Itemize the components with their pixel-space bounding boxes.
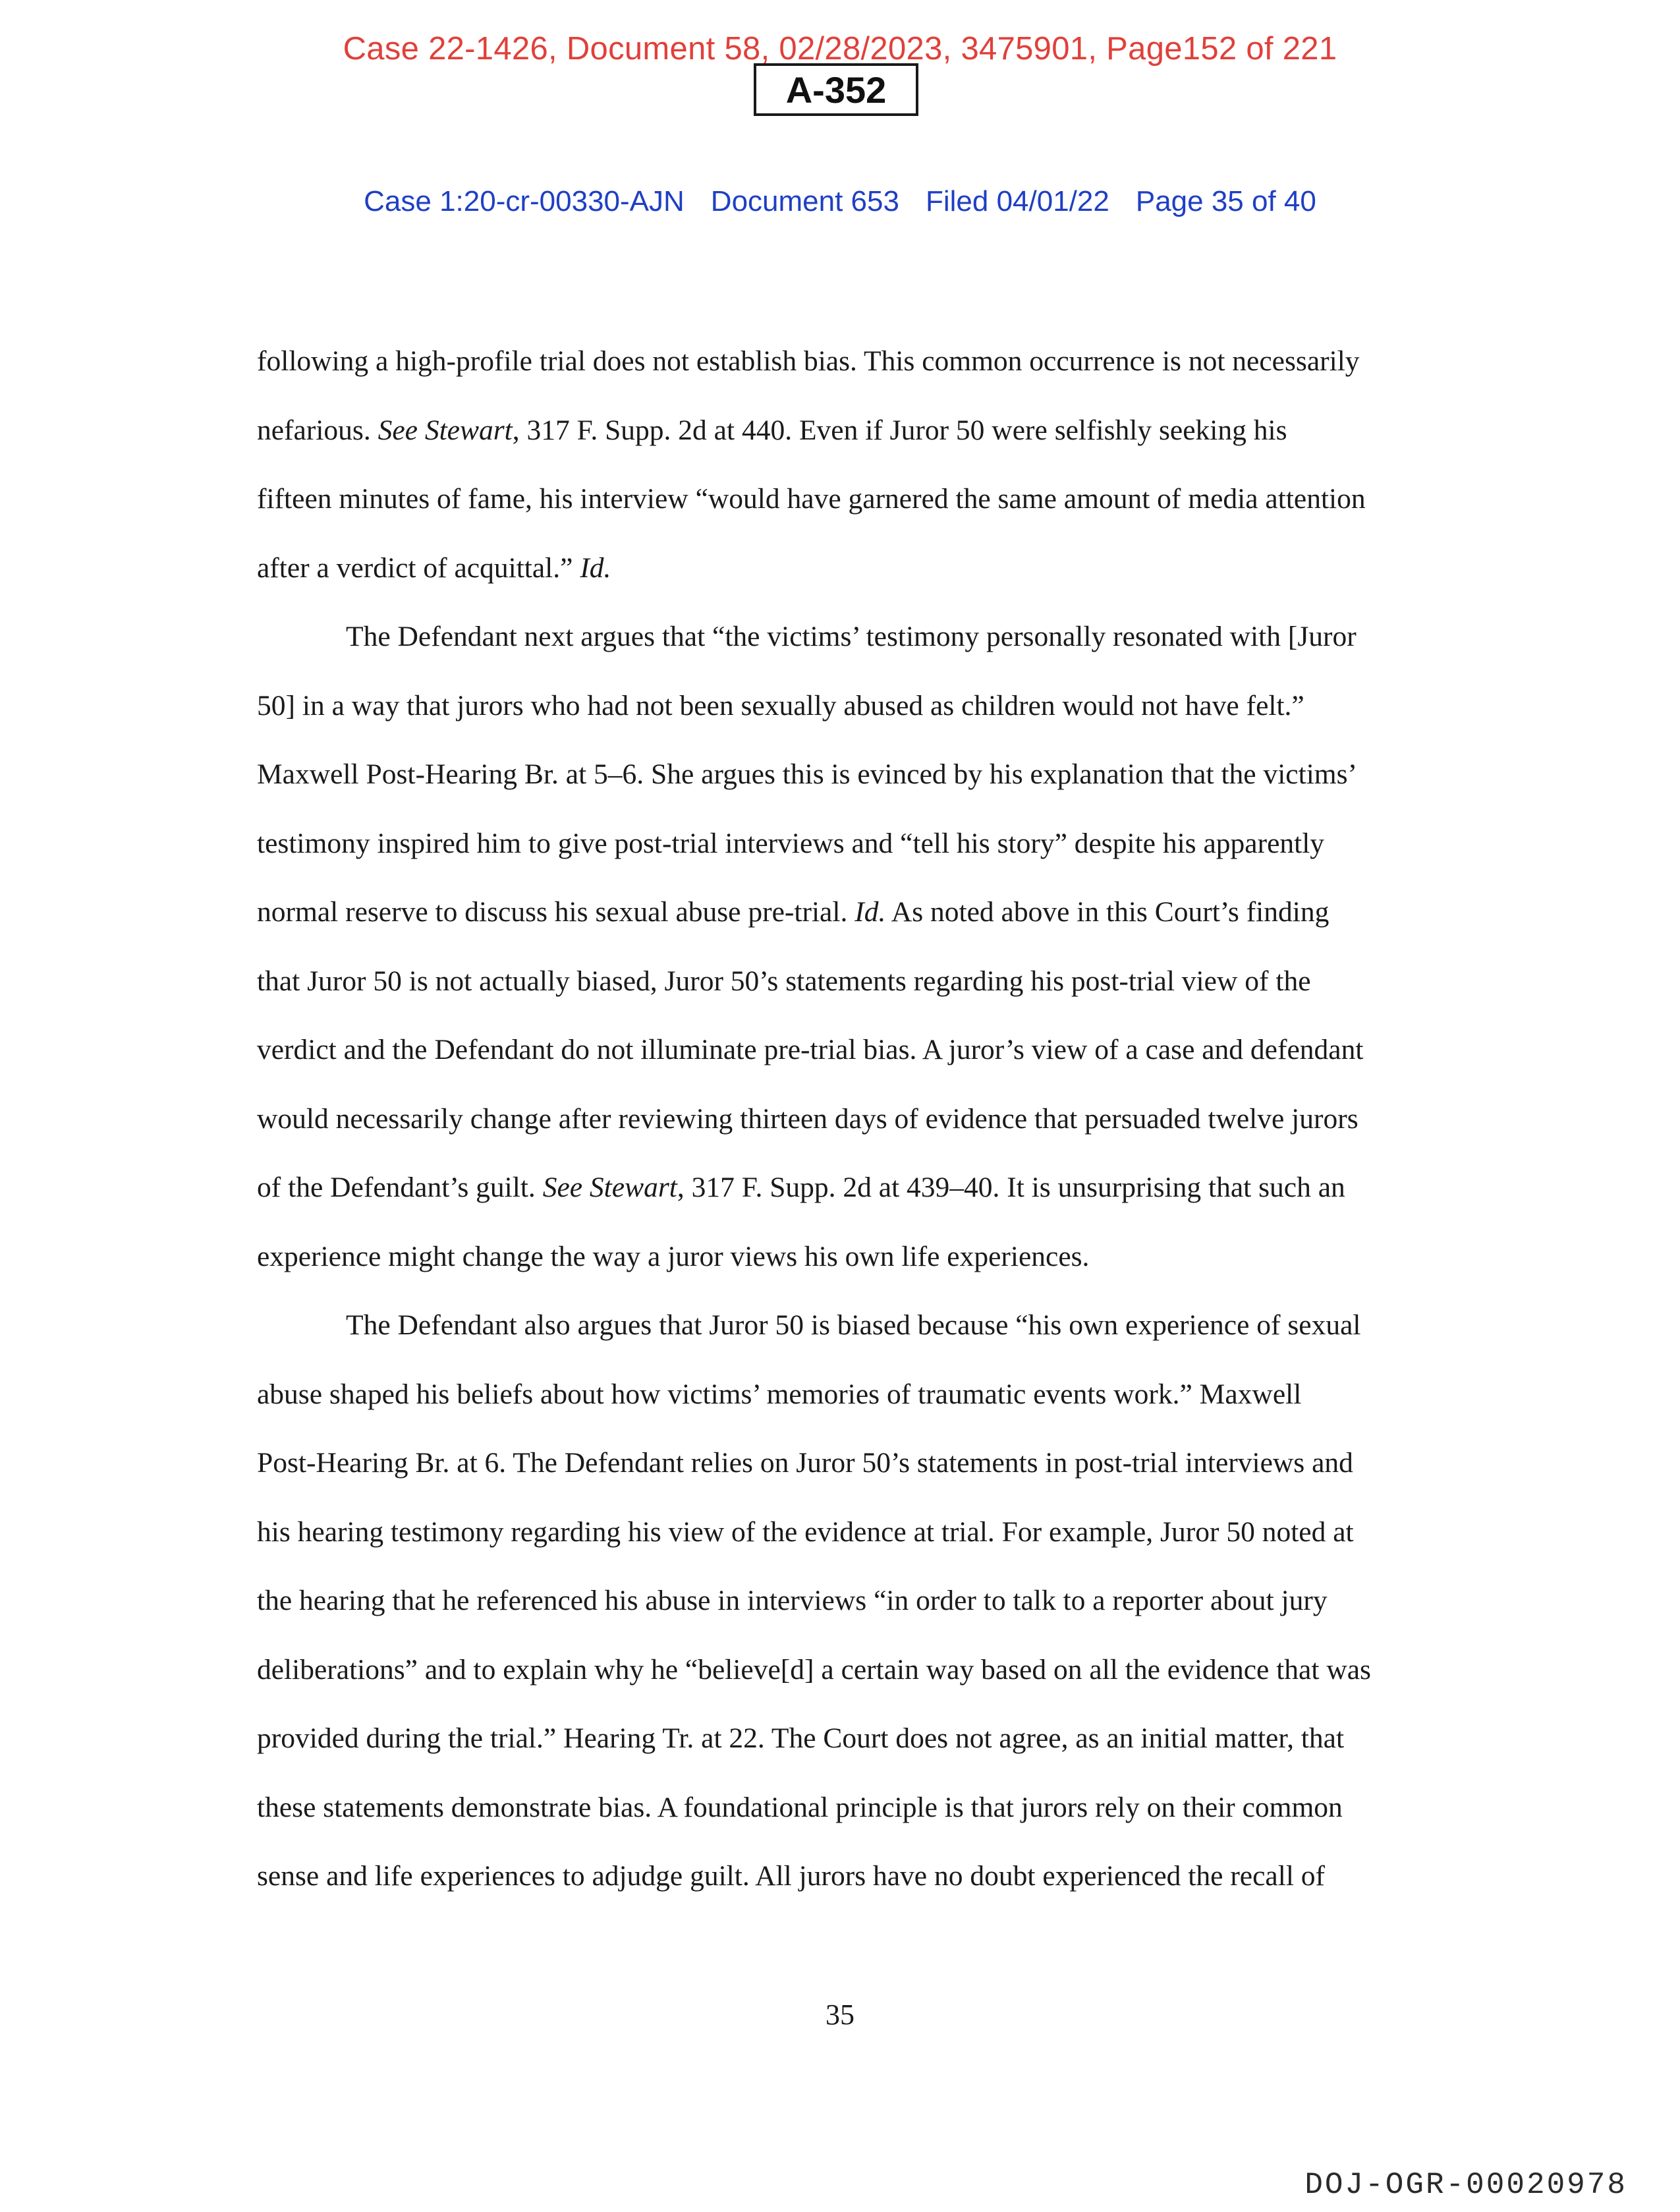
body-text-segment: these statements demonstrate bias. A foundational principle is that jurors rely on their common bbox=[257, 1791, 1343, 1823]
body-text-segment: after a verdict of acquittal.” bbox=[257, 552, 580, 584]
body-line bbox=[257, 1773, 1416, 1842]
body-text-segment: The Defendant next argues that “the victims’ testimony personally resonated with [Juror bbox=[346, 621, 1357, 652]
body-text-segment: , 317 F. Supp. 2d at 440. Even if Juror 50 were selfishly seeking his bbox=[512, 414, 1287, 446]
body-line bbox=[257, 1015, 1416, 1085]
body-line bbox=[257, 327, 1416, 396]
body-text-segment: nefarious. bbox=[257, 414, 378, 446]
body-line bbox=[257, 1498, 1416, 1567]
body-line bbox=[257, 1429, 1416, 1498]
body-line bbox=[257, 602, 1416, 671]
body-line bbox=[257, 947, 1416, 1016]
body-text-segment: verdict and the Defendant do not illuminate pre-trial bias. A juror’s view of a case and defendant bbox=[257, 1034, 1364, 1065]
body-text-segment: that Juror 50 is not actually biased, Juror 50’s statements regarding his post-trial view of the bbox=[257, 965, 1311, 997]
bates-number: DOJ-OGR-00020978 bbox=[1304, 2168, 1627, 2202]
body-line bbox=[257, 1085, 1416, 1154]
body-line bbox=[257, 1291, 1416, 1360]
body-line bbox=[257, 1704, 1416, 1773]
body-text-segment: sense and life experiences to adjudge guilt. All jurors have no doubt experienced the recall of bbox=[257, 1860, 1326, 1892]
page-number: 35 bbox=[826, 1999, 854, 2031]
body-line bbox=[257, 1153, 1416, 1222]
body-text-segment: Post-Hearing Br. at 6. The Defendant relies on Juror 50’s statements in post-trial interviews and bbox=[257, 1447, 1353, 1479]
body-line bbox=[257, 740, 1416, 809]
body-text-segment: fifteen minutes of fame, his interview “would have garnered the same amount of media attention bbox=[257, 483, 1366, 515]
body-text-segment: his hearing testimony regarding his view of the evidence at trial. For example, Juror 50 noted at bbox=[257, 1516, 1354, 1548]
citation-italic: Id. bbox=[854, 896, 886, 928]
district-page-count: Page 35 of 40 bbox=[1135, 185, 1316, 217]
body-line bbox=[257, 1360, 1416, 1429]
body-line bbox=[257, 396, 1416, 465]
body-text-segment: As noted above in this Court’s finding bbox=[885, 896, 1330, 928]
body-text-segment: 50] in a way that jurors who had not been sexually abused as children would not have felt.” bbox=[257, 689, 1304, 722]
appendix-page-label: A-352 bbox=[754, 63, 918, 116]
body-text-segment: the hearing that he referenced his abuse in interviews “in order to talk to a reporter about jury bbox=[257, 1585, 1328, 1616]
district-document-number: Document 653 bbox=[710, 185, 899, 217]
body-text-segment: The Defendant also argues that Juror 50 is biased because “his own experience of sexual bbox=[346, 1309, 1361, 1341]
district-filed-date: Filed 04/01/22 bbox=[925, 185, 1109, 217]
body-line bbox=[257, 809, 1416, 878]
district-case-header bbox=[0, 183, 1680, 220]
body-text-segment: experience might change the way a juror views his own life experiences. bbox=[257, 1240, 1090, 1272]
body-text-segment: , 317 F. Supp. 2d at 439–40. It is unsurprising that such an bbox=[677, 1172, 1345, 1203]
district-case-number: Case 1:20-cr-00330-AJN bbox=[364, 185, 685, 217]
body-text-segment: Maxwell Post-Hearing Br. at 5–6. She argues this is evinced by his explanation that the victims’ bbox=[257, 758, 1358, 790]
body-line bbox=[257, 878, 1416, 947]
body-text-segment: testimony inspired him to give post-trial interviews and “tell his story” despite his apparently bbox=[257, 827, 1325, 859]
body-line bbox=[257, 534, 1416, 603]
body-text-segment: would necessarily change after reviewing thirteen days of evidence that persuaded twelve jurors bbox=[257, 1102, 1358, 1135]
body-text-segment: of the Defendant’s guilt. bbox=[257, 1172, 543, 1203]
body-line bbox=[257, 671, 1416, 741]
body-text-segment: abuse shaped his beliefs about how victims’ memories of traumatic events work.” Maxwell bbox=[257, 1378, 1302, 1410]
body-text-segment: following a high-profile trial does not establish bias. This common occurrence is not necessarily bbox=[257, 345, 1360, 377]
citation-italic: Id. bbox=[580, 552, 611, 584]
opinion-body-text bbox=[257, 327, 1416, 1911]
body-text-segment: normal reserve to discuss his sexual abuse pre-trial. bbox=[257, 896, 855, 928]
citation-italic: See Stewart bbox=[378, 414, 513, 446]
body-text-segment: deliberations” and to explain why he “believe[d] a certain way based on all the evidence that was bbox=[257, 1653, 1371, 1686]
body-line bbox=[257, 1222, 1416, 1291]
citation-italic: See Stewart bbox=[542, 1172, 677, 1203]
appellate-case-header: Case 22-1426, Document 58, 02/28/2023, 3475901, Page152 of 221 bbox=[343, 31, 1337, 67]
body-line bbox=[257, 1566, 1416, 1635]
body-line bbox=[257, 1842, 1416, 1911]
body-line bbox=[257, 1635, 1416, 1705]
body-text-segment: provided during the trial.” Hearing Tr. at 22. The Court does not agree, as an initial matter, that bbox=[257, 1722, 1345, 1754]
body-line bbox=[257, 465, 1416, 534]
